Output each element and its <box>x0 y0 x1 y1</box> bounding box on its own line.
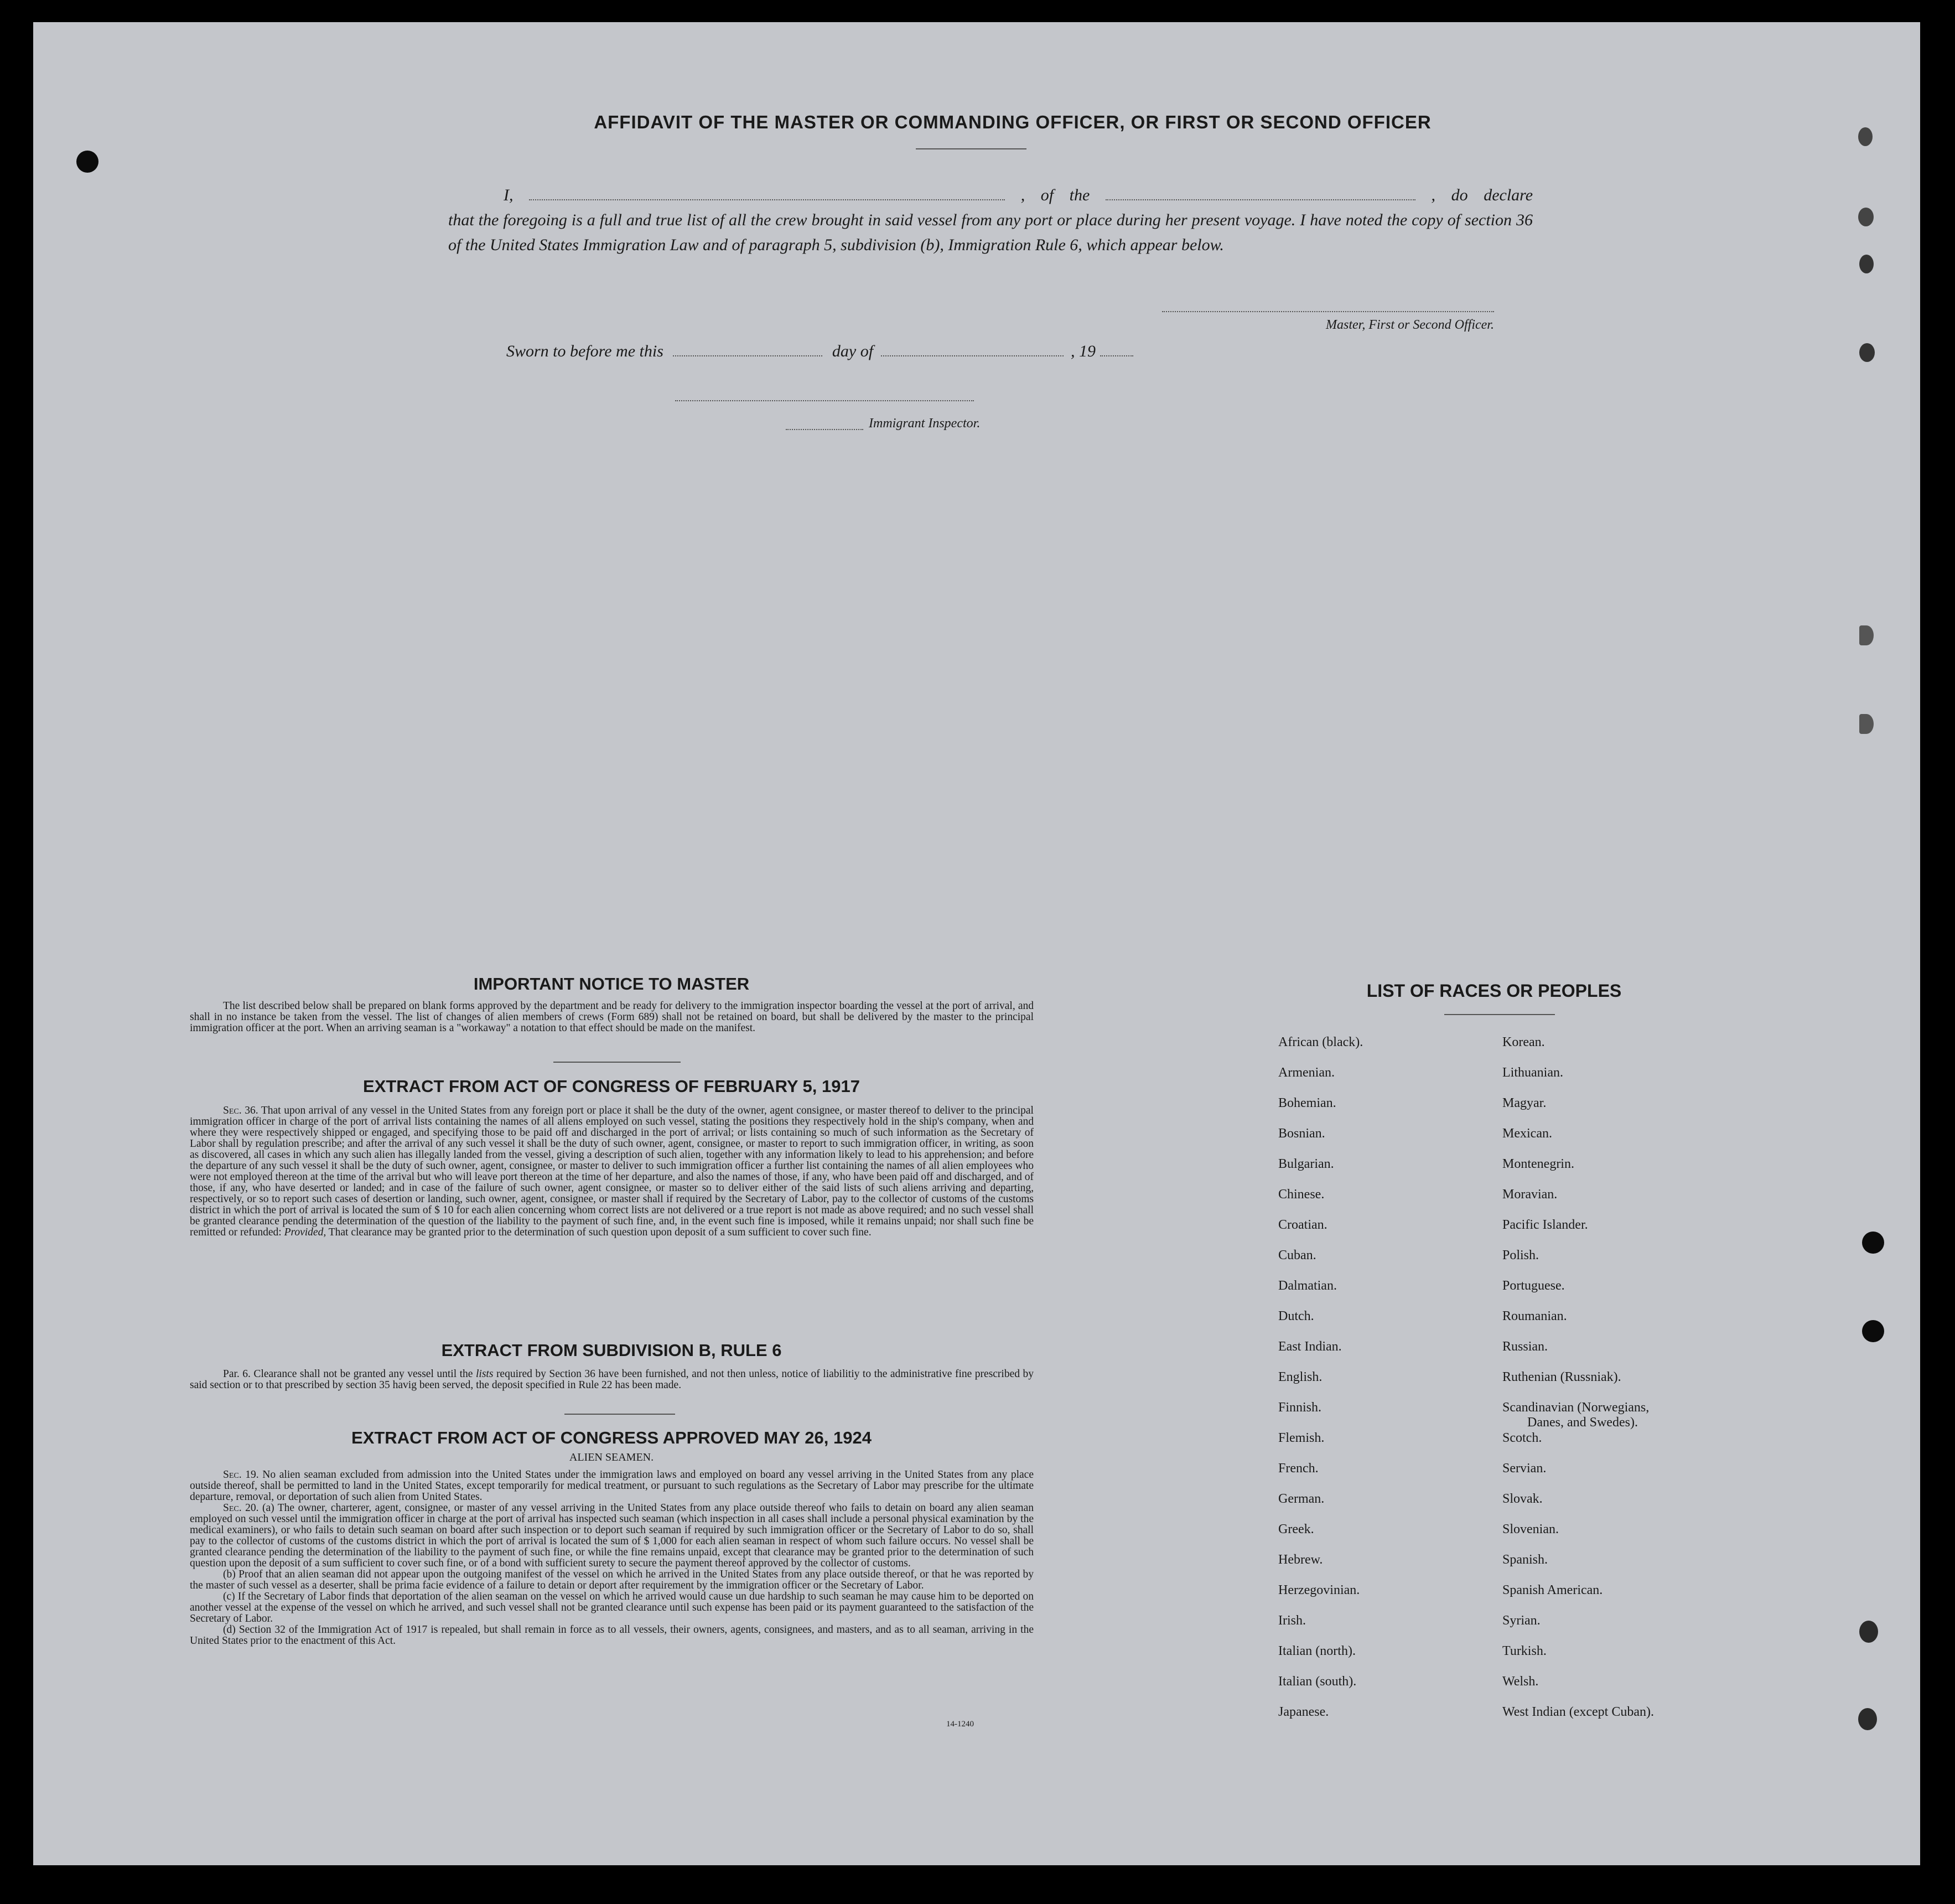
race-item-continued: Danes, and Swedes). <box>1527 1415 1638 1430</box>
sec36-end: That clearance may be granted prior to the determination of such question upon deposit of a sum sufficient to cover such fine. <box>328 1227 872 1238</box>
sworn-line <box>506 342 1133 361</box>
race-item: Bosnian. <box>1278 1126 1325 1141</box>
affidavit-body <box>448 183 1533 257</box>
line1-i: I, <box>504 186 514 204</box>
extract-1917-title: EXTRACT FROM ACT OF CONGRESS OF FEBRUARY 5, 1917 <box>363 1077 860 1096</box>
race-item: Greek. <box>1278 1522 1314 1536</box>
race-item: English. <box>1278 1370 1323 1384</box>
race-item: Servian. <box>1502 1461 1547 1476</box>
race-item: Bulgarian. <box>1278 1157 1334 1171</box>
affidavit-title: AFFIDAVIT OF THE MASTER OR COMMANDING OFFICER, OR FIRST OR SECOND OFFICER <box>594 112 1432 132</box>
scan-border <box>1920 22 1955 1865</box>
sec20d-body: (d) Section 32 of the Immigration Act of 1917 is repealed, but shall remain in force as to all vessels, their owners, agents, consignees, and masters, and as to all seaman, arriving in the United States prior to the enactment of this Act. <box>190 1624 1034 1647</box>
race-item: Croatian. <box>1278 1218 1327 1232</box>
race-item: Spanish American. <box>1502 1583 1603 1597</box>
punch-hole <box>1862 1320 1884 1342</box>
divider <box>553 1062 681 1063</box>
inspector-label: Immigrant Inspector. <box>869 416 981 431</box>
master-signature-line[interactable] <box>1162 311 1494 312</box>
race-item: Lithuanian. <box>1502 1065 1563 1080</box>
line1-declare: , do declare <box>1431 186 1533 204</box>
rule6-a: Par. 6. Clearance shall not be granted any vessel until the <box>223 1368 473 1380</box>
race-item: Italian (north). <box>1278 1644 1356 1658</box>
race-item: Herzegovinian. <box>1278 1583 1360 1597</box>
year-blank[interactable] <box>1100 342 1133 356</box>
punch-hole <box>1859 714 1874 734</box>
sec19-body: No alien seaman excluded from admission into the United States under the immigration laws and employed on board any vessel arriving in the United States from any place outside thereof, shall be permitted to land in the United States, except temporarily for medical treatment, or pursuant to such regulations as the Secretary of Labor may prescribe for the ultimate departure, removal, or deportation of such alien from United States. <box>190 1469 1034 1503</box>
sec19-heading: Sec. 19. <box>223 1469 259 1481</box>
notice-title: IMPORTANT NOTICE TO MASTER <box>473 974 750 994</box>
race-item: French. <box>1278 1461 1319 1476</box>
race-item: East Indian. <box>1278 1339 1342 1354</box>
sec20a-body: (a) The owner, charterer, agent, consignee, or master of any vessel arriving in the United States from any place outside thereof who fails to detain on board any alien seaman employed on such vessel until the immigration officer in charge at the port of arrival has inspected such seaman (which inspection in all cases shall include a personal physical examination by the medical examiners), or who fails to detain such seaman on board after such inspection or to deport such seaman if required by such immigration officer or the Secretary of Labor to do so, shall pay to the collector of customs of the customs district in which the port of arrival is located the sum of $ 1,000 for each alien seaman in respect of whom such failure occurs. No vessel shall be granted clearance pending the determination of the liability to the payment of such fine, or while the fine remains unpaid, except that clearance may be granted prior to the determination of such question upon the deposit of a sum sufficient to cover such fine, or of a bond with sufficient surety to secure the payment thereof approved by the collector of customs. <box>190 1502 1034 1569</box>
line1-of-the: , of the <box>1020 186 1090 204</box>
lists-word: lists <box>475 1368 494 1380</box>
race-item: German. <box>1278 1492 1325 1506</box>
punch-hole <box>76 151 98 173</box>
sec36-heading: Sec. 36. <box>223 1105 258 1116</box>
year-prefix: , 19 <box>1071 342 1096 360</box>
race-item: Flemish. <box>1278 1431 1325 1445</box>
rule6-text <box>190 1369 1034 1391</box>
race-item: Finnish. <box>1278 1400 1322 1415</box>
inspector-signature-line[interactable] <box>675 400 974 401</box>
alien-seamen-subtitle: ALIEN SEAMEN. <box>569 1451 654 1463</box>
rule6-b: required by Section 36 have been furnished, and not then unless, notice of liabilitiy to the administrative fine prescribed by said section or to that prescribed by section 35 havig been served, the deposit specified in Rule 22 has been made. <box>190 1368 1034 1391</box>
race-item: Mexican. <box>1502 1126 1552 1141</box>
race-item: Slovak. <box>1502 1492 1543 1506</box>
races-title: LIST OF RACES OR PEOPLES <box>1366 981 1622 1001</box>
extract-1924-text <box>190 1470 1034 1647</box>
master-label: Master, First or Second Officer. <box>1326 318 1494 332</box>
race-item: Bohemian. <box>1278 1096 1336 1110</box>
punch-hole <box>1859 625 1874 645</box>
sworn-text: Sworn to before me this <box>506 342 663 360</box>
divider <box>916 148 1026 149</box>
punch-hole <box>1859 343 1875 362</box>
vessel-blank[interactable] <box>1106 186 1415 200</box>
race-item: African (black). <box>1278 1035 1363 1049</box>
day-of-text: day of <box>832 342 874 360</box>
punch-hole <box>1859 255 1874 273</box>
name-blank[interactable] <box>529 186 1005 200</box>
provided-word: Provided, <box>284 1227 326 1238</box>
sec36-body: That upon arrival of any vessel in the United States from any foreign port or place it shall be the duty of the owner, agent consignee, or master thereof to deliver to the principal immigration officer in charge of the port of arrival lists containing the names of all aliens employed on such vessel, stating the positions they respectively hold in the ship's company, when and where they were respectively shipped or engaged, and specifying those to be paid off and discharged in the port of arrival; or lists containing so much of such information as the Secretary of Labor shall by regulation prescribe; and after the arrival of any such vessel it shall be the duty of such owner, agent, consignee, or master to report to such immigration officer, in writing, as soon as discovered, all cases in which any such alien has illegally landed from the vessel, giving a description of such alien, together with any information likely to lead to his apprehension; and before the departure of any such vessel it shall be the duty of such owner, agent, consignee, or master to deliver to such immigration officer a further list containing the names of all alien employees who were not employed thereon at the time of the arrival but who will leave port thereon at the time of her departure, and also the names of those, if any, who have been paid off and discharged, and of those, if any, who have deserted or landed; and in case of the failure of such owner, agent consignee, or master so to deliver either of the said lists of such aliens arriving and departing, respectively, or so to report such cases of desertion or landing, such owner, agent, consignee, or master shall if required by the Secretary of Labor, pay to the collector of customs of the customs district in which the port of arrival is located the sum of $ 10 for each alien concerning whom correct lists are not delivered or a true report is not made as above required; and no such vessel shall be granted clearance pending the determination of the question of the liability to the payment of such fine, and, in the event such fine is imposed, while it remains unpaid; nor shall such fine be remitted or refunded: <box>190 1105 1034 1238</box>
races-column-1 <box>1278 1035 1363 1735</box>
sec20b-body: (b) Proof that an alien seaman did not appear upon the outgoing manifest of the vessel on which he arrived in the United States from any place outside thereof, or that he was reported by the master of such vessel as a deserter, shall be prima facie evidence of a failure to detain or deport after requirement by the immigration officer or the Secretary of Labor. <box>190 1569 1034 1591</box>
race-item: Scandinavian (Norwegians, <box>1502 1400 1650 1415</box>
race-item: Japanese. <box>1278 1705 1329 1719</box>
affidavit-text: that the foregoing is a full and true list of all the crew brought in said vessel from any port or place during her present voyage. I have noted the copy of section 36 of the United States Immigration Law and of paragraph 5, subdivision (b), Immigration Rule 6, which appear below. <box>448 211 1533 254</box>
race-item: Welsh. <box>1502 1674 1539 1689</box>
inspector-dots <box>786 429 863 430</box>
race-item: Dalmatian. <box>1278 1279 1337 1293</box>
race-item: Turkish. <box>1502 1644 1547 1658</box>
race-item: Korean. <box>1502 1035 1545 1049</box>
races-column-2 <box>1502 1035 1654 1735</box>
race-item: Cuban. <box>1278 1248 1316 1263</box>
notice-text <box>190 1001 1034 1034</box>
punch-hole <box>1862 1232 1884 1254</box>
race-item: Dutch. <box>1278 1309 1314 1323</box>
divider <box>1444 1014 1555 1015</box>
race-item: Hebrew. <box>1278 1553 1323 1567</box>
race-item: Italian (south). <box>1278 1674 1357 1689</box>
race-item: Scotch. <box>1502 1431 1542 1445</box>
punch-hole <box>1858 208 1874 226</box>
punch-hole <box>1859 1621 1878 1643</box>
day-blank[interactable] <box>673 342 822 356</box>
race-item: Syrian. <box>1502 1613 1541 1628</box>
form-number: 14-1240 <box>946 1720 974 1729</box>
race-item: Ruthenian (Russniak). <box>1502 1370 1621 1384</box>
race-item: West Indian (except Cuban). <box>1502 1705 1654 1719</box>
document-page <box>33 22 1920 1865</box>
extract-1917-text <box>190 1105 1034 1238</box>
race-item: Pacific Islander. <box>1502 1218 1588 1232</box>
bleed-through <box>930 459 1404 477</box>
divider <box>564 1414 675 1415</box>
punch-hole <box>1858 1708 1877 1730</box>
race-item: Polish. <box>1502 1248 1539 1263</box>
extract-1924-title: EXTRACT FROM ACT OF CONGRESS APPROVED MAY 26, 1924 <box>351 1428 872 1447</box>
race-item: Irish. <box>1278 1613 1306 1628</box>
race-item: Russian. <box>1502 1339 1548 1354</box>
race-item: Moravian. <box>1502 1187 1558 1202</box>
month-blank[interactable] <box>881 342 1064 356</box>
race-item: Spanish. <box>1502 1553 1548 1567</box>
race-item: Armenian. <box>1278 1065 1335 1080</box>
race-item: Montenegrin. <box>1502 1157 1574 1171</box>
rule6-title: EXTRACT FROM SUBDIVISION B, RULE 6 <box>441 1341 782 1360</box>
sec20-heading: Sec. 20. <box>223 1502 259 1514</box>
sec20c-body: (c) If the Secretary of Labor finds that deportation of the alien seaman on the vessel on which he arrived would cause un due hardship to such seaman he may cause him to be deported on another vessel at the expense of the vessel on which he arrived, and such vessel shall not be granted clearance until such expense has been paid or its payment guaranteed to the satisfaction of the Secretary of Labor. <box>190 1591 1034 1624</box>
punch-hole <box>1858 127 1873 146</box>
race-item: Chinese. <box>1278 1187 1325 1202</box>
notice-body: The list described below shall be prepared on blank forms approved by the department and be ready for delivery to the immigration inspector boarding the vessel at the port of arrival, and shall in no instance be taken from the vessel. The list of changes of alien members of crews (Form 689) shall not be retained on board, but shall be delivered by the master to the principal immigration officer at the port. When an arriving seaman is a "workaway" a notation to that effect should be made on the manifest. <box>190 1000 1034 1034</box>
race-item: Roumanian. <box>1502 1309 1567 1323</box>
race-item: Portuguese. <box>1502 1279 1565 1293</box>
race-item: Magyar. <box>1502 1096 1547 1110</box>
race-item: Slovenian. <box>1502 1522 1559 1536</box>
